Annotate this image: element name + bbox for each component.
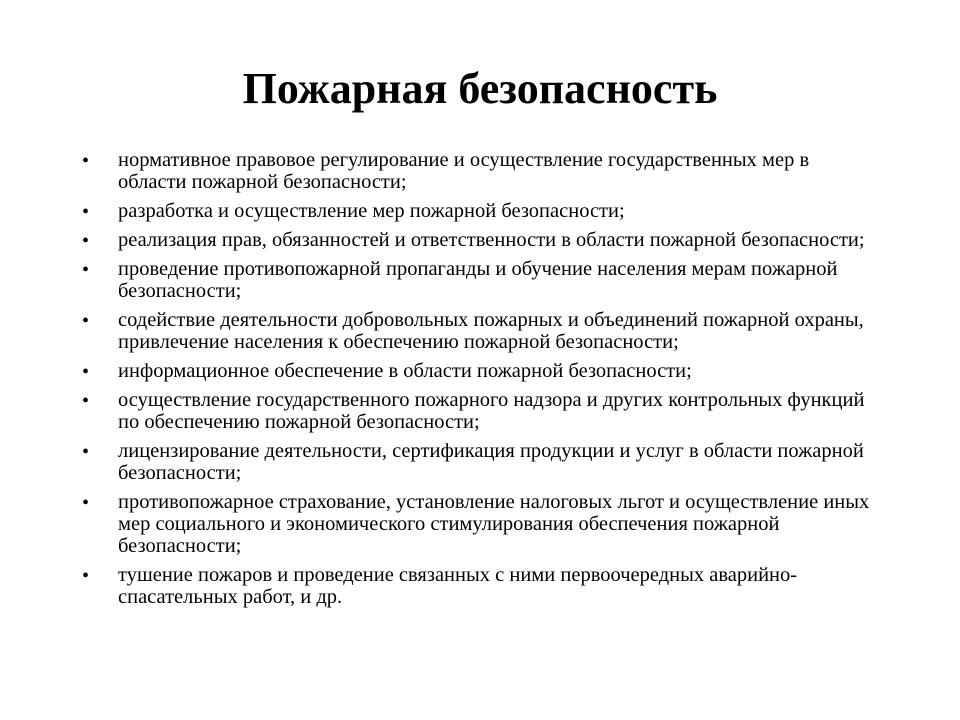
bullet-icon: • <box>82 565 90 587</box>
bullet-icon: • <box>82 310 90 332</box>
bullet-item <box>82 200 882 222</box>
bullet-item <box>82 309 882 353</box>
bullet-icon: • <box>82 201 90 223</box>
bullet-item <box>82 360 882 382</box>
bullet-text: информационное обеспечение в области пожарной безопасности; <box>118 360 692 382</box>
slide-title: Пожарная безопасность <box>242 64 718 113</box>
bullet-icon: • <box>82 259 90 281</box>
bullet-list <box>82 149 882 615</box>
bullet-text: реализация прав, обязанностей и ответственности в области пожарной безопасности; <box>118 229 865 251</box>
bullet-text: тушение пожаров и проведение связанных с ними первоочередных аварийно-спасательных работ, и др. <box>118 564 798 608</box>
bullet-icon: • <box>82 441 90 463</box>
bullet-item <box>82 389 882 433</box>
bullet-icon: • <box>82 361 90 383</box>
bullet-item <box>82 149 882 193</box>
bullet-text: проведение противопожарной пропаганды и обучение населения мерам пожарной безопасности; <box>118 258 838 302</box>
bullet-text: противопожарное страхование, установление налоговых льгот и осуществление иных мер социального и экономического стимулирования обеспечения пожарной безопасности; <box>118 491 870 557</box>
bullet-text: нормативное правовое регулирование и осуществление государственных мер в области пожарной безопасности; <box>118 149 810 193</box>
bullet-icon: • <box>82 492 90 514</box>
bullet-item <box>82 229 882 251</box>
bullet-icon: • <box>82 390 90 412</box>
bullet-item <box>82 258 882 302</box>
bullet-icon: • <box>82 150 90 172</box>
bullet-item <box>82 491 882 557</box>
bullet-text: разработка и осуществление мер пожарной безопасности; <box>118 200 625 222</box>
bullet-text: содействие деятельности добровольных пожарных и объединений пожарной охраны, привлечение населения к обеспечению пожарной безопасности; <box>118 309 864 353</box>
bullet-item <box>82 440 882 484</box>
bullet-icon: • <box>82 230 90 252</box>
bullet-text: лицензирование деятельности, сертификация продукции и услуг в области пожарной безопасности; <box>118 440 864 484</box>
bullet-item <box>82 564 882 608</box>
bullet-text: осуществление государственного пожарного надзора и других контрольных функций по обеспечению пожарной безопасности; <box>118 389 865 433</box>
